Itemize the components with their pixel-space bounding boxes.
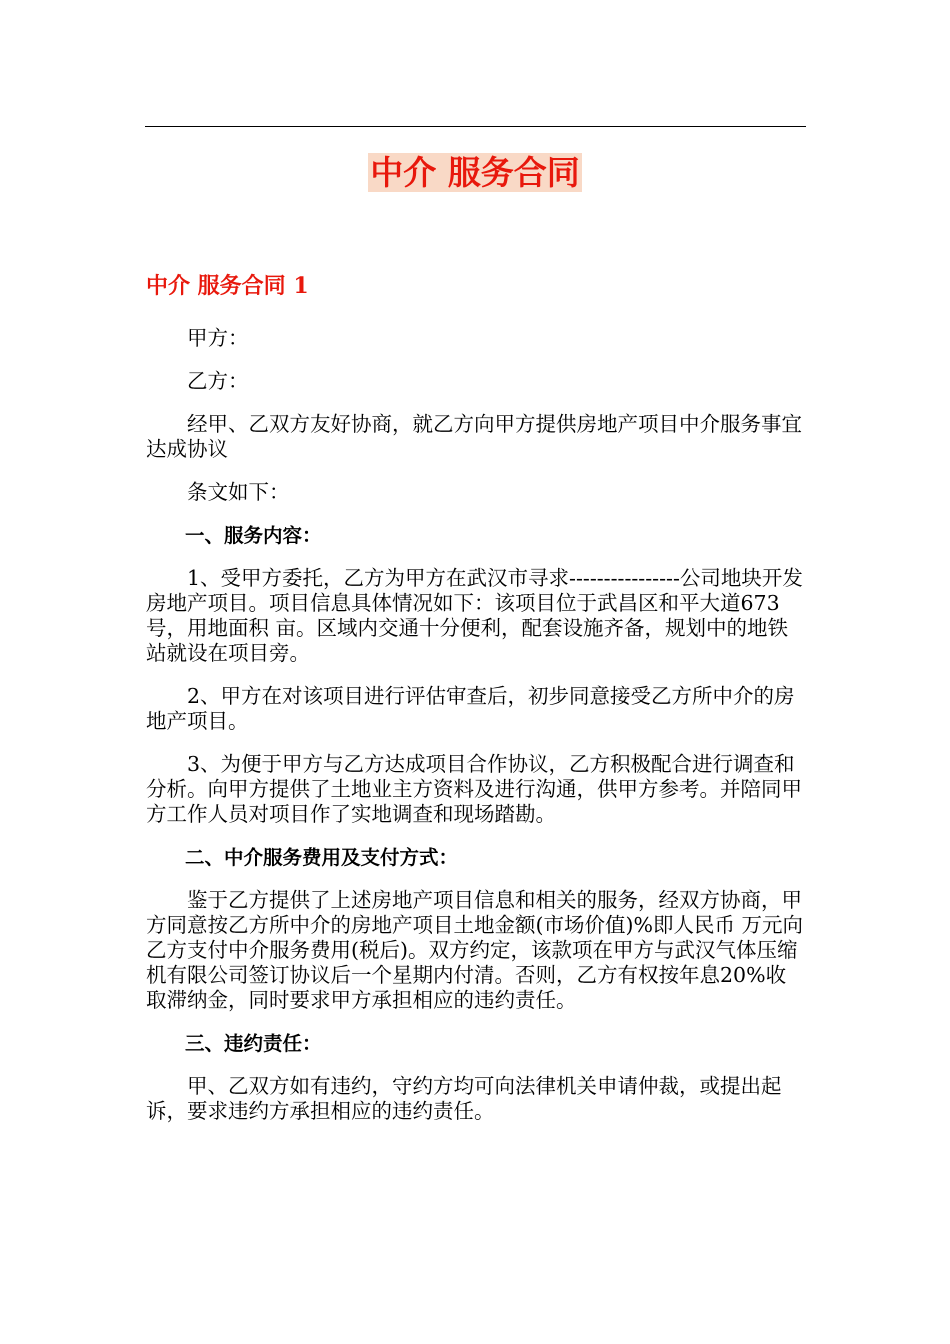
document-title-text: 中介 服务合同 (370, 153, 580, 192)
party-b-line: 乙方： (187, 369, 249, 393)
clause-1-3: 3、为便于甲方与乙方达成项目合作协议，乙方积极配合进行调查和分析。向甲方提供了土地业主方资料及进行沟通，供甲方参考。并陪同甲方工作人员对项目作了实地调查和现场踏勘。 (146, 752, 802, 826)
clauses-intro: 条文如下： (187, 480, 290, 504)
party-a-line: 甲方： (187, 326, 249, 350)
clause-2-1: 鉴于乙方提供了上述房地产项目信息和相关的服务，经双方协商，甲方同意按乙方所中介的房地产项目土地金额(市场价值)%即人民币 万元向乙方支付中介服务费用(税后)。双方约定，该款项在甲方与武汉气体压缩机有限公司签订协议后一个星期内付清。否则，乙方有权按年息20%收取滞纳金，同时要求甲方承担相应的违约责任。 (146, 888, 803, 1012)
heading-service-content: 一、服务内容： (185, 524, 322, 547)
contract-body (146, 326, 806, 1142)
section-title: 中介 服务合同 1 (146, 273, 309, 299)
clause-1-1: 1、受甲方委托，乙方为甲方在武汉市寻求----------------公司地块开发房地产项目。项目信息具体情况如下：该项目位于武昌区和平大道673号，用地面积 亩。区域内交通十分便利，配套设施齐备，规划中的地铁站就设在项目旁。 (146, 566, 803, 665)
document-title (0, 150, 950, 196)
clause-3-1: 甲、乙双方如有违约，守约方均可向法律机关申请仲裁，或提出起诉，要求违约方承担相应的违约责任。 (146, 1074, 782, 1123)
heading-liability: 三、违约责任： (185, 1032, 322, 1055)
intro-paragraph: 经甲、乙双方友好协商，就乙方向甲方提供房地产项目中介服务事宜达成协议 (146, 412, 802, 461)
heading-fees-payment: 二、中介服务费用及支付方式： (185, 846, 459, 869)
header-rule (145, 126, 806, 127)
clause-1-2: 2、甲方在对该项目进行评估审查后，初步同意接受乙方所中介的房地产项目。 (146, 684, 795, 733)
